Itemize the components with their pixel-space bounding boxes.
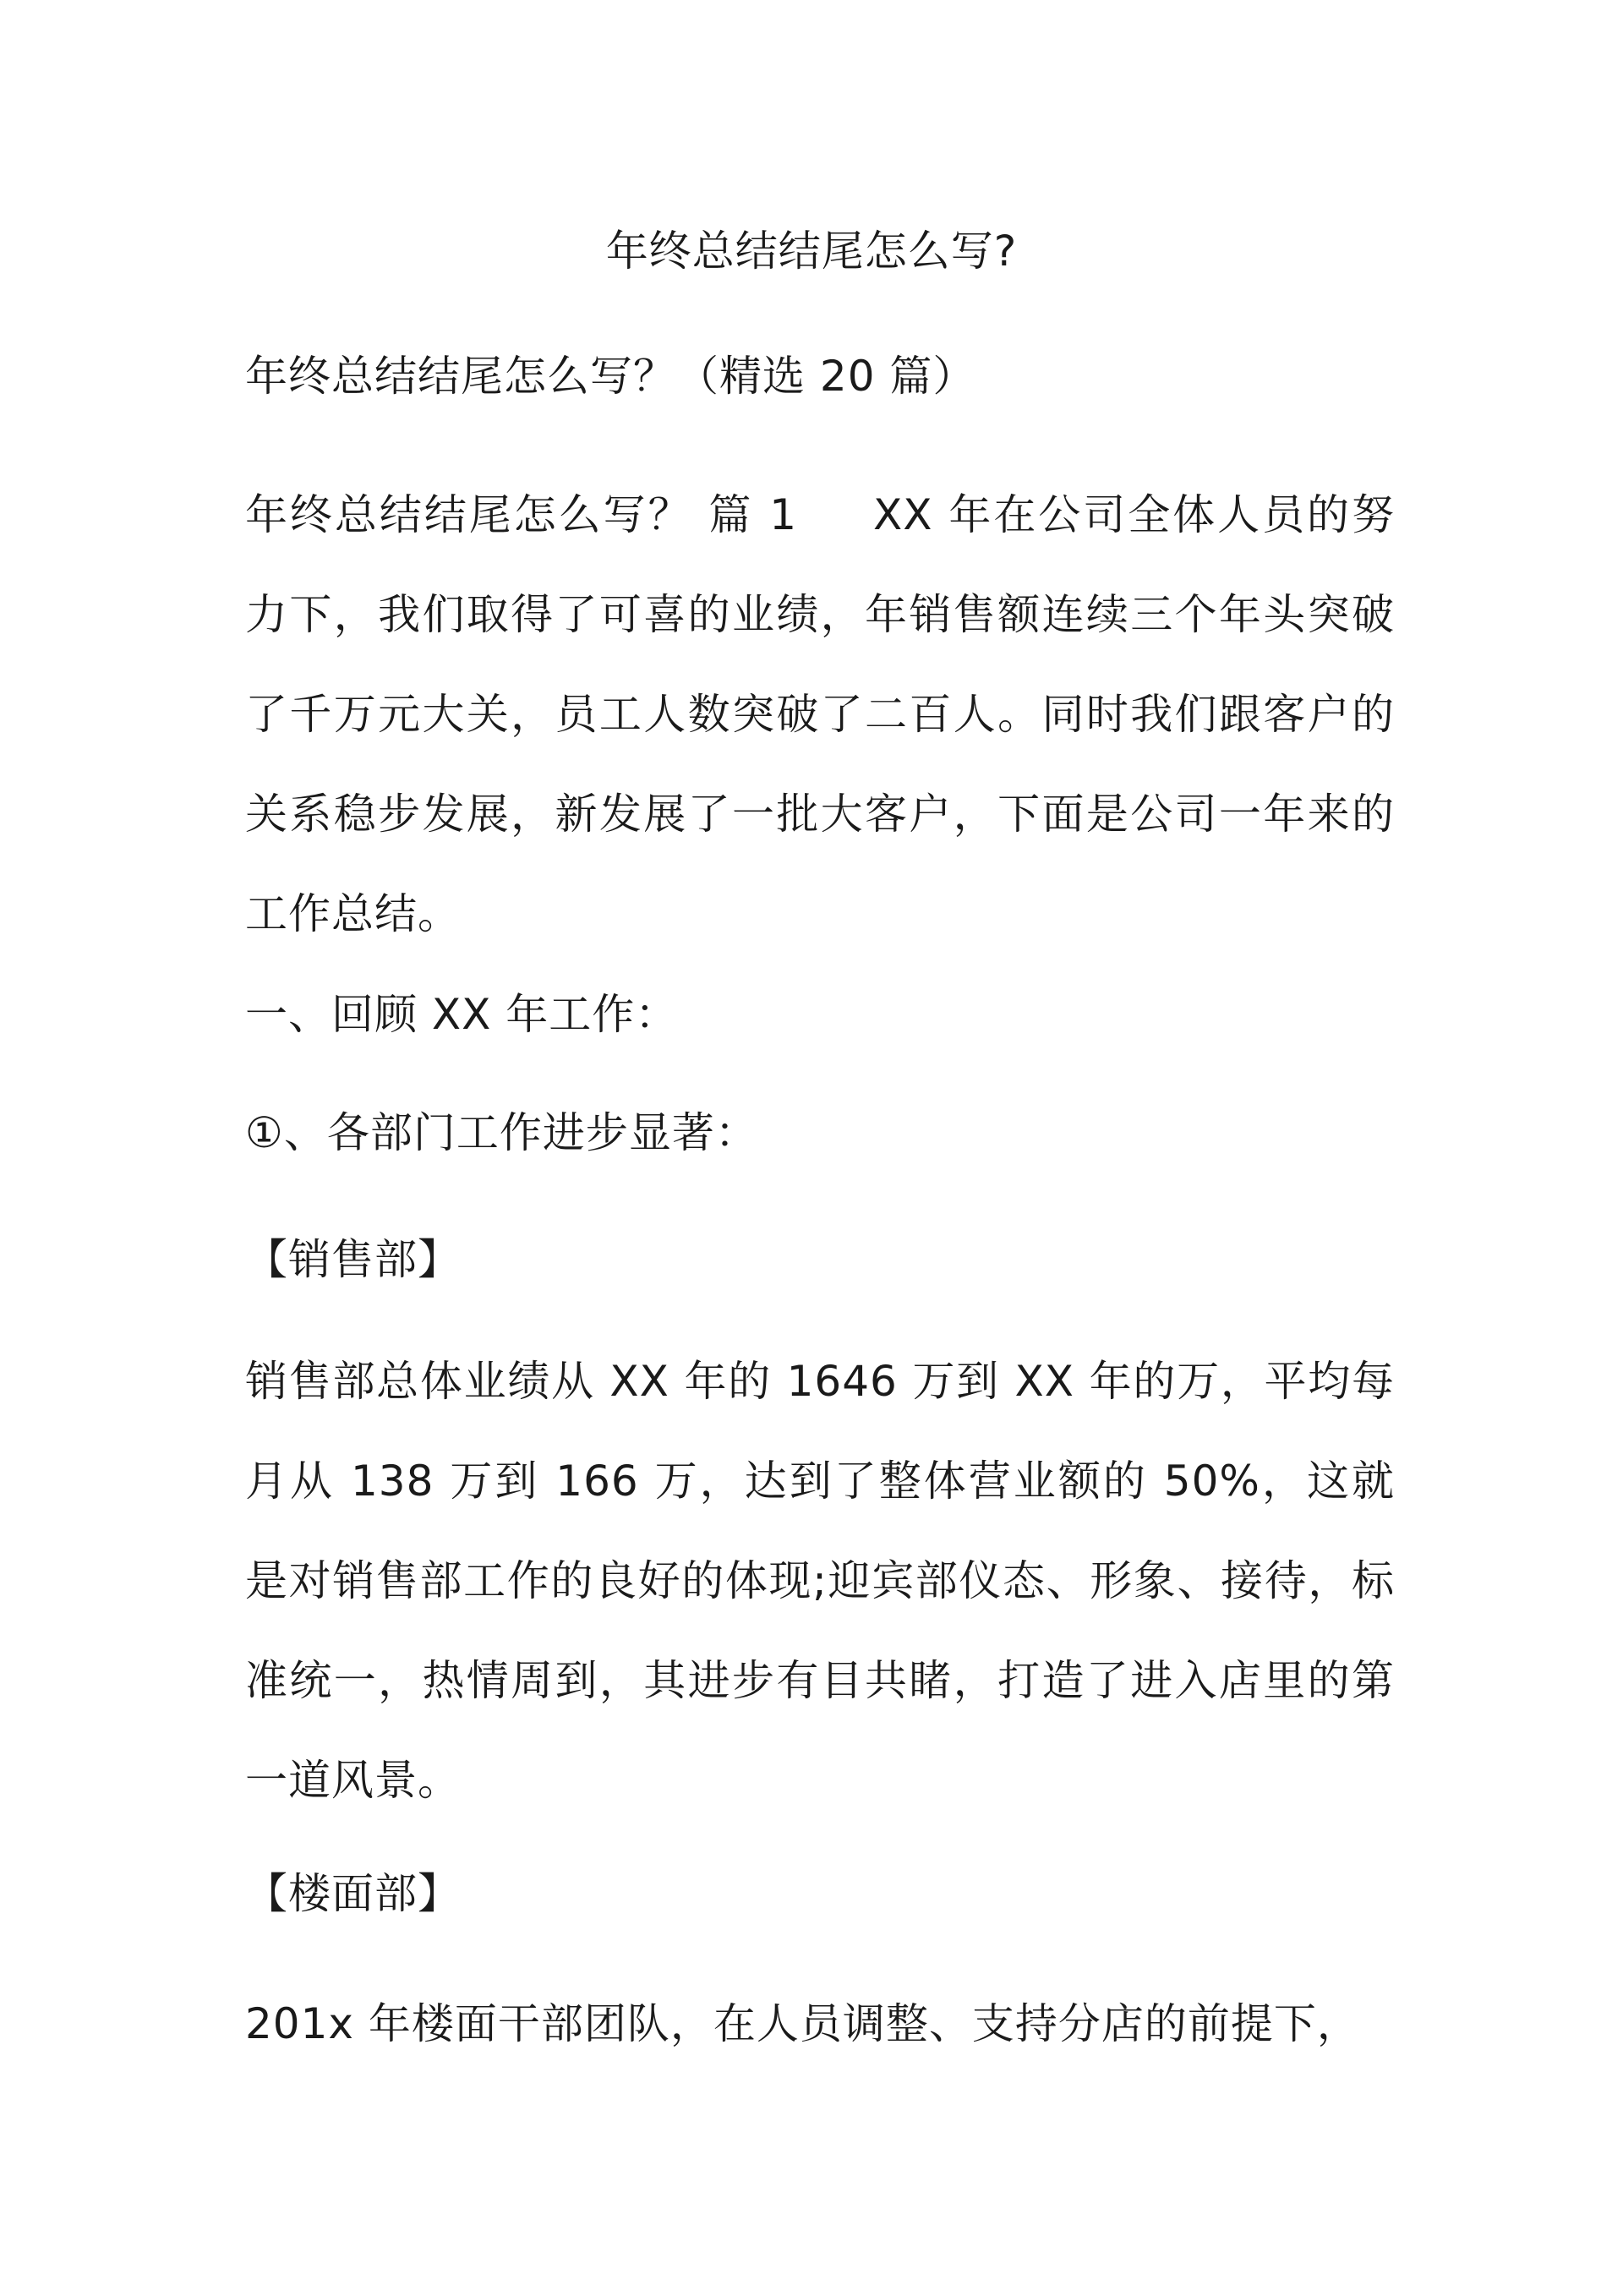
department-heading-sales: 【销售部】 xyxy=(245,1235,461,1284)
document-subtitle: 年终总结结尾怎么写？（精选 20 篇） xyxy=(245,352,976,401)
paragraph-sales: 销售部总体业绩从 XX 年的 1646 万到 XX 年的万，平均每月从 138 万到 166 万，达到了整体营业额的 50%，这就是对销售部工作的良好的体现;迎宾部仪态、形象、接待，标准统一，热情周到，其进步有目共睹，打造了进入店里的第一道风景。 xyxy=(245,1357,1395,1805)
section-subheading-departments: ①、各部门工作进步显著： xyxy=(245,1108,758,1157)
paragraph-intro-lead: 年终总结结尾怎么写？ 篇 1 xyxy=(245,490,798,539)
paragraph-floor: 201x 年楼面干部团队，在人员调整、支持分店的前提下， xyxy=(245,1999,1360,2048)
document-title: 年终总结结尾怎么写? xyxy=(605,227,1018,276)
paragraph-intro xyxy=(245,465,1395,964)
paragraph-intro-text: XX 年在公司全体人员的努力下，我们取得了可喜的业绩，年销售额连续三个年头突破了千万元大关，员工人数突破了二百人。同时我们跟客户的关系稳步发展，新发展了一批大客户，下面是公司一年来的工作总结。 xyxy=(245,490,1395,938)
section-heading-review: 一、回顾 XX 年工作： xyxy=(245,990,679,1039)
department-heading-floor: 【楼面部】 xyxy=(245,1869,461,1918)
